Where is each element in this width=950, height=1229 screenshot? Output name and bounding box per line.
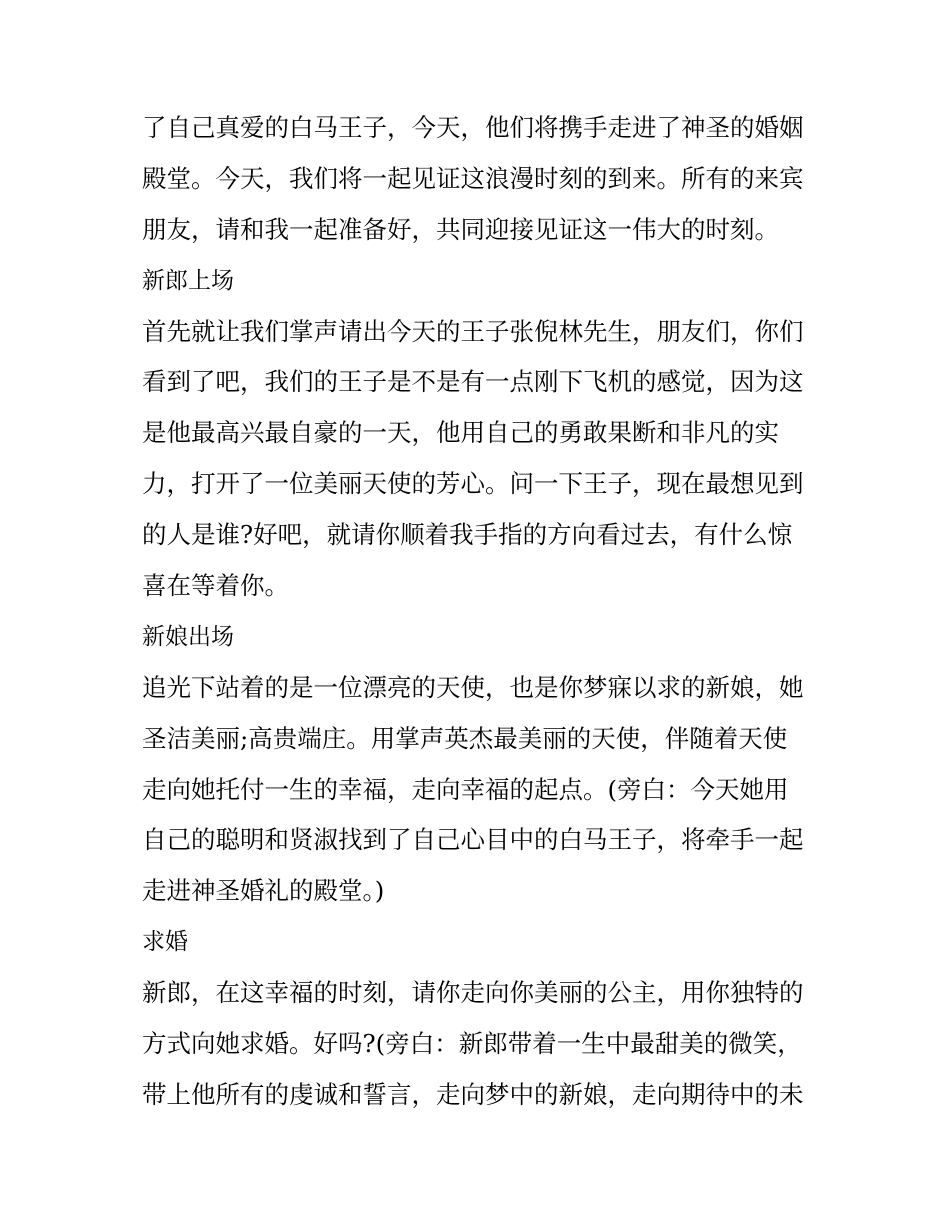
text-line: 力，打开了一位美丽天使的芳心。问一下王子，现在最想见到 <box>142 469 804 499</box>
text-line: 看到了吧，我们的王子是不是有一点刚下飞机的感觉，因为这 <box>142 367 804 397</box>
text-line: 自己的聪明和贤淑找到了自己心目中的白马王子，将牵手一起 <box>142 825 804 855</box>
text-line: 新郎，在这幸福的时刻，请你走向你美丽的公主，用你独特的 <box>142 978 804 1008</box>
text-line: 殿堂。今天，我们将一起见证这浪漫时刻的到来。所有的来宾 <box>142 163 804 193</box>
text-line: 是他最高兴最自豪的一天，他用自己的勇敢果断和非凡的实 <box>142 418 779 448</box>
text-line: 圣洁美丽;高贵端庄。用掌声英杰最美丽的天使，伴随着天使 <box>142 723 788 753</box>
section-heading-groom-entrance: 新郎上场 <box>142 267 234 294</box>
text-line: 的人是谁?好吧，就请你顺着我手指的方向看过去，有什么惊 <box>142 520 793 550</box>
text-line: 走进神圣婚礼的殿堂。) <box>142 876 385 906</box>
text-line: 了自己真爱的白马王子，今天，他们将携手走进了神圣的婚姻 <box>142 113 804 142</box>
document-body <box>142 103 822 1121</box>
text-line: 喜在等着你。 <box>142 571 289 601</box>
section-heading-bride-entrance: 新娘出场 <box>142 623 234 650</box>
text-line: 追光下站着的是一位漂亮的天使，也是你梦寐以求的新娘，她 <box>142 672 804 702</box>
text-line: 方式向她求婚。好吗?(旁白：新郎带着一生中最甜美的微笑， <box>142 1029 802 1059</box>
section-heading-proposal: 求婚 <box>142 929 188 956</box>
text-line: 走向她托付一生的幸福，走向幸福的起点。(旁白：今天她用 <box>142 774 789 804</box>
text-line: 朋友，请和我一起准备好，共同迎接见证这一伟大的时刻。 <box>142 214 779 244</box>
text-line: 首先就让我们掌声请出今天的王子张倪林先生，朋友们，你们 <box>142 316 804 346</box>
text-line: 带上他所有的虔诚和誓言，走向梦中的新娘，走向期待中的未 <box>142 1079 804 1109</box>
